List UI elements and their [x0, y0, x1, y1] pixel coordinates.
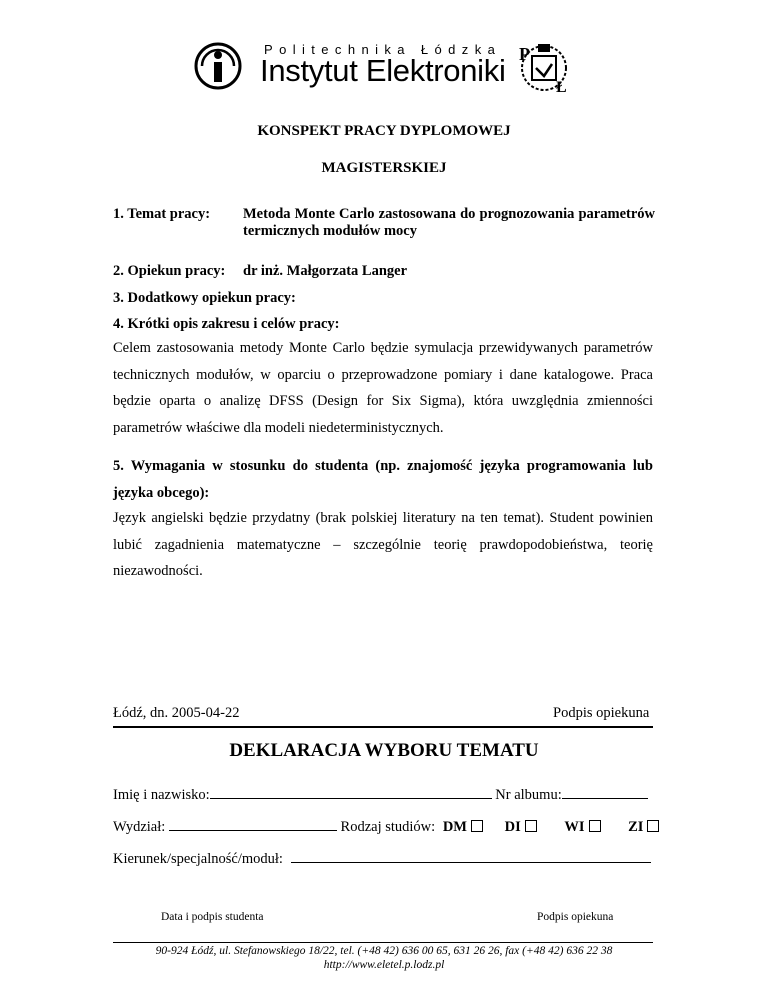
section-divider [113, 726, 653, 728]
footer-address: 90-924 Łódź, ul. Stefanowskiego 18/22, tel. (+48 42) 636 00 65, 631 26 26, fax (+48 42) 636 22 38 [155, 945, 613, 957]
study-type-wi[interactable]: WI [564, 819, 600, 835]
institute-logo-icon [194, 42, 242, 90]
footer-divider [113, 942, 653, 943]
name-field[interactable] [210, 784, 492, 799]
university-name: Politechnika Łódzka [264, 42, 502, 57]
major-label: Kierunek/specjalność/moduł: [113, 851, 283, 867]
name-label: Imię i nazwisko: [113, 787, 210, 803]
album-field[interactable] [562, 784, 648, 799]
topic-label: 1. Temat pracy: [113, 206, 211, 222]
declaration-heading: DEKLARACJA WYBORU TEMATU [229, 740, 539, 761]
student-signature-label: Data i podpis studenta [161, 911, 264, 923]
faculty-label: Wydział: [113, 819, 166, 835]
requirements-label: 5. Wymagania w stosunku do studenta (np. znajomość języka programowania lub języka obcego): [113, 458, 653, 501]
place-date: Łódź, dn. 2005-04-22 [113, 705, 240, 721]
document-subtitle: MAGISTERSKIEJ [321, 160, 447, 176]
major-field[interactable] [291, 848, 651, 863]
study-type-dm[interactable]: DM [443, 819, 483, 835]
svg-text:P: P [519, 44, 530, 64]
additional-supervisor-label: 3. Dodatkowy opiekun pracy: [113, 290, 296, 306]
checkbox-icon [589, 820, 601, 832]
checkbox-icon [525, 820, 537, 832]
institute-name: Instytut Elektroniki [260, 53, 506, 88]
major-row [113, 848, 651, 868]
checkbox-icon [471, 820, 483, 832]
study-type-zi[interactable]: ZI [628, 819, 659, 835]
supervisor-signature-label: Podpis opiekuna [553, 705, 650, 721]
requirements-text: Język angielski będzie przydatny (brak polskiej literatury na ten temat). Student powinien lubić zagadnienia matematyczne – szczególnie teorię prawdopodobieństwa, teorię niezawodności. [113, 510, 653, 579]
description-text: Celem zastosowania metody Monte Carlo będzie symulacja przewidywanych parametrów technicznych modułów, w oparciu o przeprowadzone pomiary i dane katalogowe. Praca będzie oparta o analizę DFSS (Design for Six Sigma), która uwzględnia zmienności parametrów właściwe dla modeli niedeterministycznych. [113, 340, 653, 436]
name-row [113, 784, 648, 804]
supervisor-label: 2. Opiekun pracy: [113, 263, 226, 279]
faculty-field[interactable] [169, 816, 337, 831]
footer-url[interactable]: http://www.eletel.p.lodz.pl [323, 959, 445, 971]
supervisor-value: dr inż. Małgorzata Langer [243, 263, 408, 279]
album-label: Nr albumu: [495, 787, 562, 803]
topic-value: Metoda Monte Carlo zastosowana do prognozowania parametrów termicznych modułów mocy [243, 206, 655, 239]
svg-text:Ł: Ł [556, 79, 567, 96]
checkbox-icon [647, 820, 659, 832]
faculty-row [113, 816, 659, 836]
document-title: KONSPEKT PRACY DYPLOMOWEJ [257, 123, 511, 139]
supervisor-signature-label-2: Podpis opiekuna [537, 911, 614, 923]
study-type-di[interactable]: DI [505, 819, 537, 835]
description-label: 4. Krótki opis zakresu i celów pracy: [113, 316, 340, 332]
university-emblem-icon [516, 38, 572, 96]
study-type-label: Rodzaj studiów: [340, 819, 436, 835]
